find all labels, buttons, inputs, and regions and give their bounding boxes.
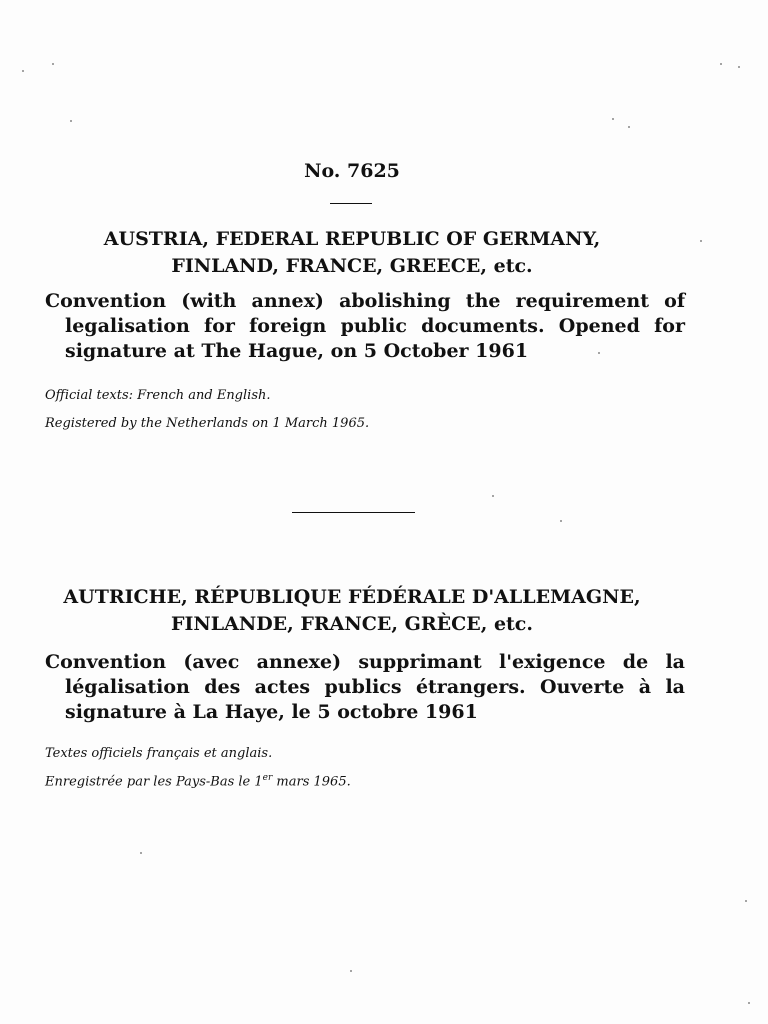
official-texts-english: Official texts: French and English. [45, 388, 271, 403]
document-number: No. 7625 [304, 160, 400, 182]
registration-note-french [45, 773, 351, 789]
registration-french-text: Enregistrée par les Pays-Bas le 1 [45, 774, 263, 790]
convention-title-english: Convention (with annex) abolishing the requirement of legalisation for foreign public documents. Opened for signature at The Hague, on 5 October 1961 [45, 290, 685, 362]
scan-speck [628, 126, 630, 128]
convention-title-french: Convention (avec annexe) supprimant l'exigence de la légalisation des actes publics étrangers. Ouverte à la signature à La Haye, le 5 octobre 1961 [45, 651, 685, 723]
parties-french [40, 584, 664, 638]
registration-french-date: mars 1965. [272, 774, 351, 790]
parties-english-line1: AUSTRIA, FEDERAL REPUBLIC OF GERMANY, [103, 228, 601, 250]
parties-french-line2: FINLANDE, FRANCE, GRÈCE, etc. [170, 613, 533, 635]
registration-note-english: Registered by the Netherlands on 1 March 1965. [45, 416, 370, 431]
short-rule [330, 203, 372, 204]
scan-speck [738, 66, 740, 68]
scan-speck [598, 352, 600, 354]
scan-speck [745, 900, 747, 902]
scan-speck [720, 63, 722, 65]
scan-speck [612, 118, 614, 120]
parties-english-line2: FINLAND, FRANCE, GREECE, etc. [171, 255, 533, 277]
parties-english [40, 226, 664, 280]
scan-speck [22, 70, 24, 72]
registration-french-superscript: er [262, 773, 273, 783]
official-texts-french: Textes officiels français et anglais. [45, 746, 273, 761]
scan-speck [560, 520, 562, 522]
scan-speck [492, 495, 494, 497]
scan-speck [700, 240, 702, 242]
scan-speck [70, 120, 72, 122]
section-divider [292, 512, 415, 513]
scan-speck [748, 1002, 750, 1004]
scan-speck [140, 852, 142, 854]
scan-speck [350, 970, 352, 972]
scan-speck [52, 63, 54, 65]
parties-french-line1: AUTRICHE, RÉPUBLIQUE FÉDÉRALE D'ALLEMAGNE, [63, 586, 641, 608]
